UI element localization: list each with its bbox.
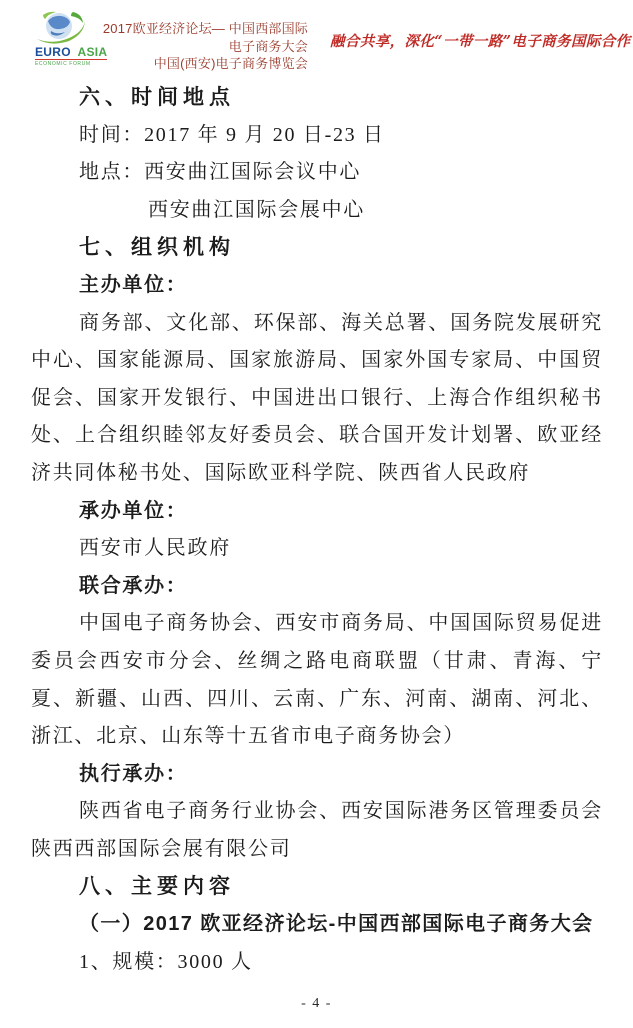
paragraph: 1、规模：3000 人 xyxy=(79,950,253,973)
sub-section-heading: （一）2017 欧亚经济论坛-中国西部国际电子商务大会 xyxy=(79,913,594,936)
document-body xyxy=(31,79,603,981)
conference-title-line1: 2017欧亚经济论坛— 中国西部国际电子商务大会 xyxy=(102,21,308,54)
logo-brand-euro: EURO xyxy=(35,45,71,59)
paragraph-indent5: 西安曲江国际会展中心 xyxy=(148,198,365,221)
logo-brand-asia: ASIA xyxy=(77,45,108,59)
paragraph: 中国电子商务协会、西安市商务局、中国国际贸易促进委员会西安市分会、丝绸之路电商联盟（甘肃、青海、宁夏、新疆、山西、四川、云南、广东、河南、湖南、河北、浙江、北京、山东等十五省市电子商务协会） xyxy=(31,612,603,748)
paragraph: 陕西省电子商务行业协会、西安国际港务区管理委员会陕西西部国际会展有限公司 xyxy=(31,800,603,860)
section-heading: 八、主要内容 xyxy=(79,875,235,899)
sub-heading: 联合承办： xyxy=(79,574,188,597)
paragraph: 地点：西安曲江国际会议中心 xyxy=(79,161,362,184)
page-footer xyxy=(0,996,633,1012)
conference-title-line2: 中国(西安)电子商务博览会 xyxy=(153,56,308,71)
logo-brand-subtext: ECONOMIC FORUM xyxy=(35,60,91,67)
sub-heading: 承办单位： xyxy=(79,499,188,522)
sub-heading: 主办单位： xyxy=(79,273,188,296)
header-slogan: 融合共享，深化“一带一路”电子商务国际合作 xyxy=(330,33,631,50)
page-header xyxy=(0,0,633,78)
paragraph: 商务部、文化部、环保部、海关总署、国务院发展研究中心、国家能源局、国家旅游局、国家外国专家局、中国贸促会、国家开发银行、中国进出口银行、上海合作组织秘书处、上合组织睦邻友好委员会、联合国开发计划署、欧亚经济共同体秘书处、国际欧亚科学院、陕西省人民政府 xyxy=(31,311,603,484)
paragraph: 时间：2017 年 9 月 20 日-23 日 xyxy=(79,123,385,146)
page-number: - 4 - xyxy=(301,996,332,1011)
conference-title xyxy=(94,20,308,73)
section-heading: 六、时间地点 xyxy=(79,86,235,109)
paragraph: 西安市人民政府 xyxy=(79,537,231,560)
section-heading: 七、组织机构 xyxy=(79,236,235,260)
sub-heading: 执行承办： xyxy=(79,762,188,785)
